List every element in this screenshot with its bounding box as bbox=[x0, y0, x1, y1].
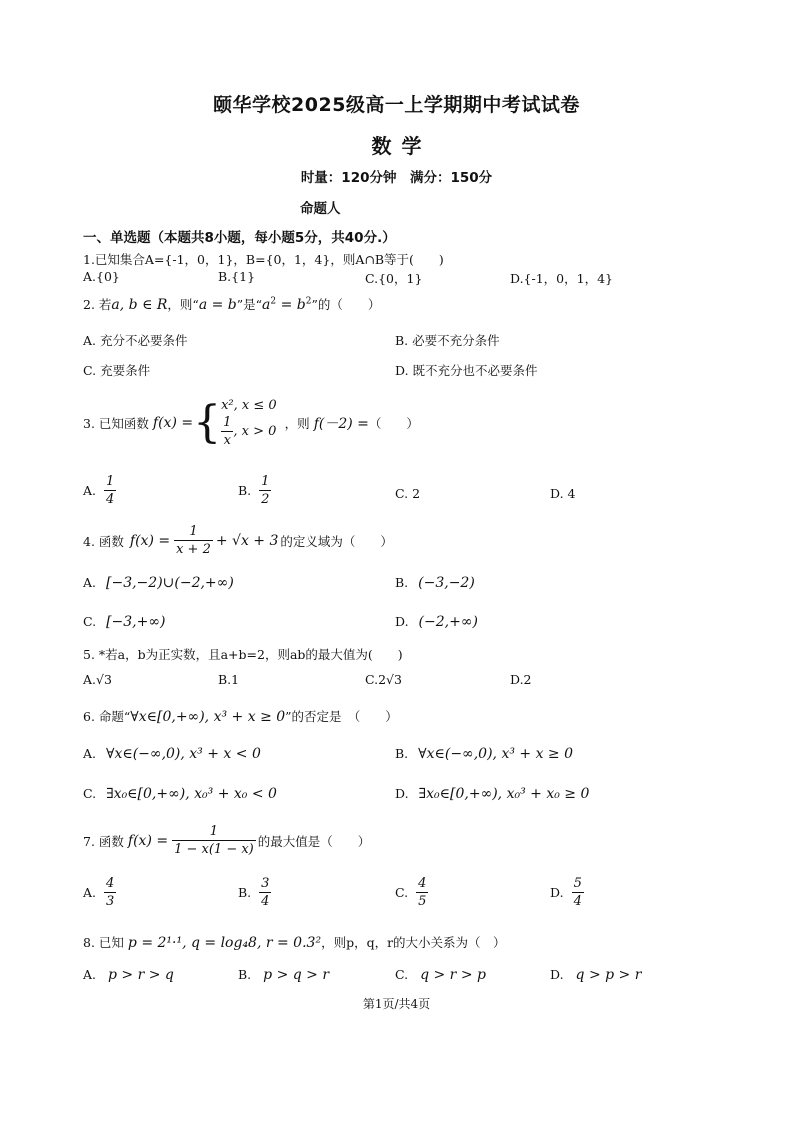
q2-sq-2: 2 bbox=[305, 296, 312, 307]
q4-option-c bbox=[83, 614, 165, 630]
q8-option-a-label: A. bbox=[83, 967, 97, 982]
q3-option-b-label: B. bbox=[238, 483, 252, 498]
q7-option-c bbox=[395, 876, 428, 909]
q6-option-d bbox=[395, 786, 589, 802]
q8-option-d bbox=[550, 967, 641, 983]
q1-option-a: A.{0} bbox=[83, 269, 120, 284]
q8-option-d-value: q > p > r bbox=[575, 967, 642, 983]
q3-case-1: x², x ≤ 0 bbox=[221, 398, 277, 413]
q3-a-num: 1 bbox=[106, 474, 115, 489]
q8-expr: p = 2¹·¹, q = log₄8, r = 0.3² bbox=[127, 935, 322, 951]
page-number: 第1页/共4页 bbox=[362, 997, 431, 1011]
q3-prefix: 3. 已知函数 bbox=[83, 416, 149, 431]
question-1: 1.已知集合A={-1，0，1}，B={0，1，4}，则A∩B等于( ) bbox=[83, 252, 444, 267]
q7-c-num: 4 bbox=[418, 876, 427, 891]
q7-option-b-label: B. bbox=[238, 885, 252, 900]
q5-option-a: A.√3 bbox=[83, 672, 112, 687]
question-6 bbox=[83, 707, 398, 725]
q6-option-b bbox=[395, 746, 573, 762]
q3-option-a-label: A. bbox=[83, 483, 97, 498]
q3-a-den: 4 bbox=[106, 492, 115, 507]
q7-prefix: 7. 函数 bbox=[83, 833, 124, 849]
q4-option-b-label: B. bbox=[395, 575, 409, 590]
q6-suffix: ”的否定是 （ ） bbox=[285, 709, 398, 724]
q3-case2-num: 1 bbox=[223, 415, 232, 430]
q3-mid: ，则 bbox=[284, 416, 310, 431]
q4-prefix: 4. 函数 bbox=[83, 533, 124, 549]
q8-option-b-value: p > q > r bbox=[263, 967, 330, 983]
q2-vars: a, b ∈ R bbox=[111, 297, 168, 313]
q8-option-b bbox=[238, 967, 329, 983]
q7-a-den: 3 bbox=[106, 894, 115, 909]
q7-den: 1 − x(1 − x) bbox=[174, 842, 254, 857]
q7-fx: f(x) = bbox=[127, 832, 169, 849]
q6-option-c-label: C. bbox=[83, 786, 97, 801]
q8-option-c-value: q > r > p bbox=[420, 967, 486, 983]
q7-d-den: 4 bbox=[573, 894, 582, 909]
q3-b-num: 1 bbox=[261, 474, 270, 489]
q3-case2-den: x bbox=[223, 433, 231, 448]
q6-option-b-label: B. bbox=[395, 746, 409, 761]
q2-option-a: A. 充分不必要条件 bbox=[83, 333, 188, 348]
q7-option-a-label: A. bbox=[83, 885, 97, 900]
q4-option-d bbox=[395, 614, 478, 630]
q7-b-num: 3 bbox=[261, 876, 270, 891]
q4-option-c-label: C. bbox=[83, 614, 97, 629]
q1-option-d: D.{-1，0，1，4} bbox=[510, 271, 613, 286]
q8-option-d-label: D. bbox=[550, 967, 564, 982]
q3-ask: f(－2) = bbox=[313, 416, 369, 432]
q6-option-d-value: ∃x₀∈[0,+∞), x₀³ + x₀ ≥ 0 bbox=[418, 786, 590, 802]
q8-prefix: 8. 已知 bbox=[83, 935, 124, 950]
q6-option-c-value: ∃x₀∈[0,+∞), x₀³ + x₀ < 0 bbox=[106, 786, 277, 802]
q8-option-c bbox=[395, 967, 486, 983]
q8-suffix: ，则p，q，r的大小关系为（ ） bbox=[321, 935, 506, 950]
q2-mid: ，则“ bbox=[167, 297, 199, 312]
q3-b-den: 2 bbox=[261, 492, 270, 507]
q7-d-num: 5 bbox=[573, 876, 582, 891]
q3-case2-cond: , x > 0 bbox=[233, 424, 277, 439]
q4-option-b bbox=[395, 575, 475, 591]
q2-mid2: ”是“ bbox=[236, 297, 263, 312]
q3-fx: f(x) = bbox=[152, 415, 194, 431]
q3-option-b bbox=[238, 474, 271, 507]
q3-option-a bbox=[83, 474, 116, 507]
q2-eq1: a = b bbox=[198, 297, 237, 313]
question-7 bbox=[83, 824, 370, 857]
q3-option-c: C. 2 bbox=[395, 486, 421, 501]
q4-suffix: 的定义域为（ ） bbox=[280, 533, 393, 549]
q8-option-a bbox=[83, 967, 174, 983]
q2-option-b: B. 必要不充分条件 bbox=[395, 333, 500, 348]
q6-option-a bbox=[83, 746, 261, 762]
q7-suffix: 的最大值是（ ） bbox=[257, 833, 371, 849]
q6-option-b-value: ∀x∈(−∞,0), x³ + x ≥ 0 bbox=[418, 746, 574, 762]
q1-option-c: C.{0，1} bbox=[365, 271, 423, 286]
author-label: 命题人 bbox=[300, 201, 341, 217]
q1-option-b: B.{1} bbox=[218, 269, 256, 284]
q4-option-a bbox=[83, 575, 234, 591]
q7-option-c-label: C. bbox=[395, 885, 409, 900]
q6-option-d-label: D. bbox=[395, 786, 409, 801]
exam-title: 颐华学校2025级高一上学期期中考试试卷 bbox=[213, 94, 580, 116]
q6-option-a-value: ∀x∈(−∞,0), x³ + x < 0 bbox=[106, 746, 261, 762]
q8-option-b-label: B. bbox=[238, 967, 252, 982]
question-3 bbox=[83, 390, 419, 456]
subject-title: 数学 bbox=[371, 134, 432, 158]
q8-option-c-label: C. bbox=[395, 967, 409, 982]
exam-meta: 时量：120分钟 满分：150分 bbox=[300, 170, 493, 186]
q4-fx: f(x) = bbox=[129, 532, 171, 549]
q3-brace: { bbox=[193, 397, 222, 448]
q7-c-den: 5 bbox=[418, 894, 427, 909]
q4-den: x + 2 bbox=[176, 542, 211, 557]
q2-option-c: C. 充要条件 bbox=[83, 363, 151, 378]
q7-option-d-label: D. bbox=[550, 885, 564, 900]
q4-num: 1 bbox=[174, 524, 213, 541]
q7-b-den: 4 bbox=[261, 894, 270, 909]
q5-option-c: C.2√3 bbox=[365, 672, 402, 687]
q2-eq2b: = b bbox=[276, 297, 306, 313]
q3-option-d: D. 4 bbox=[550, 486, 576, 501]
q4-option-b-value: (−3,−2) bbox=[418, 575, 475, 591]
question-4 bbox=[83, 524, 393, 557]
q6-prefix: 6. 命题“ bbox=[83, 709, 131, 724]
q6-option-a-label: A. bbox=[83, 746, 97, 761]
question-8 bbox=[83, 933, 506, 951]
q5-option-d: D.2 bbox=[510, 672, 532, 687]
q4-option-a-label: A. bbox=[83, 575, 97, 590]
q2-suffix: ”的（ ） bbox=[311, 297, 381, 312]
question-5: 5. *若a，b为正实数，且a+b=2，则ab的最大值为( ) bbox=[83, 647, 403, 662]
section-heading: 一、单选题（本题共8小题，每小题5分，共40分.） bbox=[83, 230, 396, 246]
q5-option-b: B.1 bbox=[218, 672, 240, 687]
q4-option-a-value: [−3,−2)∪(−2,+∞) bbox=[106, 575, 234, 591]
q4-option-d-label: D. bbox=[395, 614, 409, 629]
q2-eq2a: a bbox=[262, 297, 271, 313]
q4-option-c-value: [−3,+∞) bbox=[106, 614, 166, 630]
q4-plus: + √x + 3 bbox=[215, 532, 279, 549]
q3-cases bbox=[221, 398, 277, 448]
q4-option-d-value: (−2,+∞) bbox=[418, 614, 478, 630]
q8-option-a-value: p > r > q bbox=[108, 967, 174, 983]
q7-option-d bbox=[550, 876, 584, 909]
q3-suffix: （ ） bbox=[368, 416, 419, 431]
q7-num: 1 bbox=[172, 824, 256, 841]
q2-sq-1: 2 bbox=[270, 296, 277, 307]
q7-option-b bbox=[238, 876, 271, 909]
q7-a-num: 4 bbox=[106, 876, 115, 891]
q6-stmt: ∀x∈[0,+∞), x³ + x ≥ 0 bbox=[130, 709, 286, 725]
q2-option-d: D. 既不充分也不必要条件 bbox=[395, 363, 538, 378]
q6-option-c bbox=[83, 786, 277, 802]
q7-option-a bbox=[83, 876, 116, 909]
question-2 bbox=[83, 295, 380, 313]
q2-prefix: 2. 若 bbox=[83, 297, 112, 312]
